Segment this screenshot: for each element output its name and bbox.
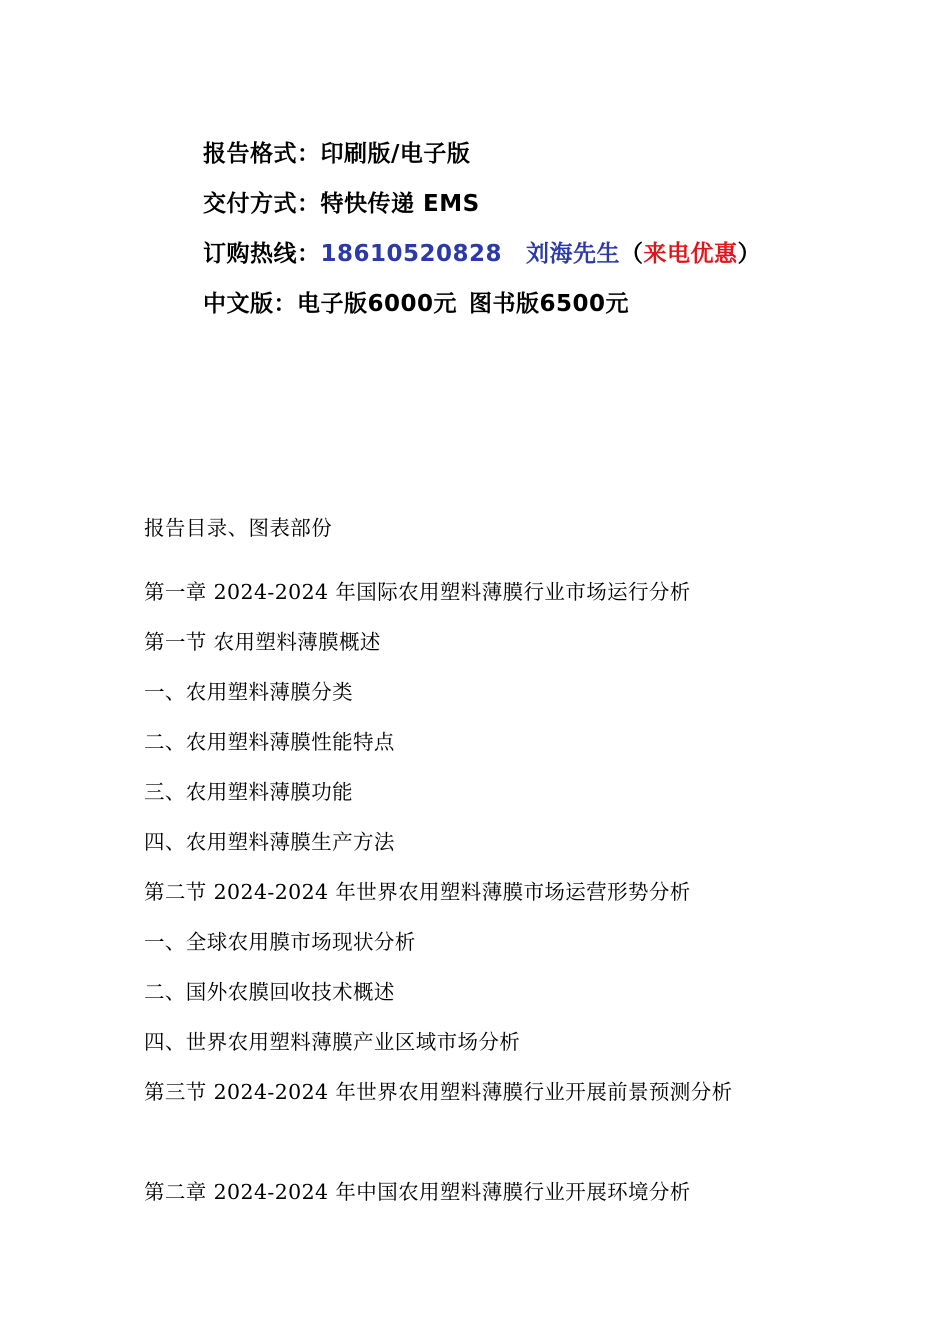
delivery-method-line [203,184,761,234]
toc-item: 一、农用塑料薄膜分类 [144,680,353,704]
table-of-contents [144,508,733,1222]
hotline-number[interactable]: 18610520828 [320,241,503,267]
toc-item: 一、全球农用膜市场现状分析 [144,930,416,954]
paren-open: （ [620,241,644,267]
order-hotline-label: 订购热线： [203,241,321,267]
toc-item: 第一章 2024-2024 年国际农用塑料薄膜行业市场运行分析 [144,580,691,604]
price-label: 中文版： [203,291,297,317]
promo-text: 来电优惠 [643,241,738,267]
toc-item: 四、农用塑料薄膜生产方法 [144,830,395,854]
report-format-label: 报告格式： [203,141,321,167]
price-line [203,284,761,334]
toc-heading: 报告目录、图表部份 [144,516,333,540]
order-info [203,134,761,334]
contact-name: 刘海先生 [526,241,621,267]
toc-item: 四、世界农用塑料薄膜产业区域市场分析 [144,1030,521,1054]
price-electronic: 电子版6000元 [297,291,458,317]
toc-item: 第一节 农用塑料薄膜概述 [144,630,381,654]
report-format-line [203,134,761,184]
toc-chapter-2: 第二章 2024-2024 年中国农用塑料薄膜行业开展环境分析 [144,1180,691,1204]
paren-close: ） [737,241,762,267]
order-hotline-line [203,234,761,284]
report-format-value: 印刷版/电子版 [320,141,471,167]
toc-item: 二、农用塑料薄膜性能特点 [144,730,395,754]
toc-item: 三、农用塑料薄膜功能 [144,780,353,804]
delivery-method-value: 特快传递 EMS [320,191,480,217]
toc-item: 二、国外农膜回收技术概述 [144,980,395,1004]
delivery-method-label: 交付方式： [203,191,321,217]
price-book: 图书版6500元 [469,291,630,317]
toc-item: 第三节 2024-2024 年世界农用塑料薄膜行业开展前景预测分析 [144,1080,733,1104]
toc-item: 第二节 2024-2024 年世界农用塑料薄膜市场运营形势分析 [144,880,691,904]
